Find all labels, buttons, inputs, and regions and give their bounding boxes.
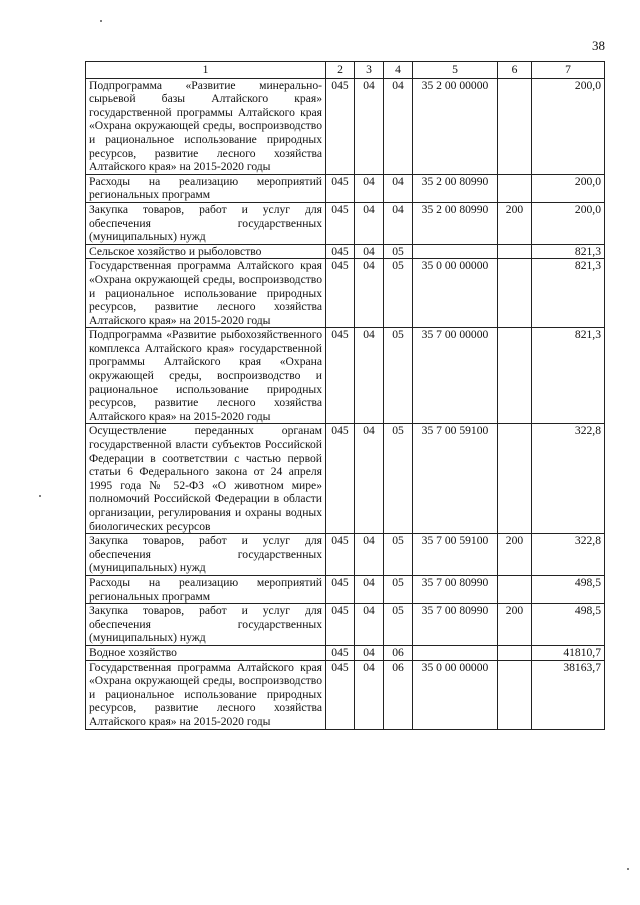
column-header: 4 <box>384 62 413 79</box>
column-header: 7 <box>532 62 605 79</box>
scan-speck <box>627 868 629 870</box>
amount: 322,8 <box>532 424 605 534</box>
table-row <box>86 660 605 729</box>
ministry-code: 045 <box>326 575 355 603</box>
ministry-code: 045 <box>326 660 355 729</box>
ministry-code: 045 <box>326 244 355 259</box>
column-header: 3 <box>355 62 384 79</box>
subsection-code: 05 <box>384 604 413 646</box>
item-name: Закупка товаров, работ и услуг для обеспечения государственных (муниципальных) нужд <box>86 202 326 244</box>
table-row <box>86 424 605 534</box>
expense-type-code: 200 <box>498 202 532 244</box>
expense-type-code <box>498 174 532 202</box>
expense-type-code <box>498 328 532 424</box>
expense-type-code <box>498 424 532 534</box>
subsection-code: 06 <box>384 660 413 729</box>
ministry-code: 045 <box>326 604 355 646</box>
ministry-code: 045 <box>326 202 355 244</box>
target-code: 35 7 00 80990 <box>413 604 498 646</box>
item-name: Расходы на реализацию мероприятий региональных программ <box>86 575 326 603</box>
amount: 200,0 <box>532 202 605 244</box>
subsection-code: 05 <box>384 424 413 534</box>
expense-type-code <box>498 78 532 174</box>
expense-type-code: 200 <box>498 604 532 646</box>
scan-speck <box>100 20 102 22</box>
table-row <box>86 259 605 328</box>
table-row <box>86 202 605 244</box>
amount: 322,8 <box>532 534 605 576</box>
section-code: 04 <box>355 534 384 576</box>
expense-type-code <box>498 259 532 328</box>
table-row <box>86 174 605 202</box>
ministry-code: 045 <box>326 328 355 424</box>
ministry-code: 045 <box>326 78 355 174</box>
target-code: 35 0 00 00000 <box>413 259 498 328</box>
subsection-code: 05 <box>384 244 413 259</box>
section-code: 04 <box>355 78 384 174</box>
subsection-code: 04 <box>384 174 413 202</box>
item-name: Сельское хозяйство и рыболовство <box>86 244 326 259</box>
item-name: Расходы на реализацию мероприятий региональных программ <box>86 174 326 202</box>
section-code: 04 <box>355 328 384 424</box>
column-header: 5 <box>413 62 498 79</box>
target-code: 35 2 00 80990 <box>413 202 498 244</box>
table-row <box>86 604 605 646</box>
table-row <box>86 244 605 259</box>
column-header: 1 <box>86 62 326 79</box>
target-code: 35 7 00 80990 <box>413 575 498 603</box>
subsection-code: 06 <box>384 645 413 660</box>
target-code: 35 2 00 00000 <box>413 78 498 174</box>
expense-type-code <box>498 660 532 729</box>
item-name: Закупка товаров, работ и услуг для обеспечения государственных (муниципальных) нужд <box>86 604 326 646</box>
page-number: 38 <box>592 38 605 53</box>
amount: 821,3 <box>532 259 605 328</box>
item-name: Государственная программа Алтайского края «Охрана окружающей среды, воспроизводство и рациональное использование природных ресурсов, развитие лесного хозяйства Алтайского края» на 2015-2020 годы <box>86 660 326 729</box>
target-code: 35 7 00 59100 <box>413 424 498 534</box>
amount: 821,3 <box>532 244 605 259</box>
item-name: Осуществление переданных органам государственной власти субъектов Российской Федерации в соответствии с частью первой статьи 6 Федерального закона от 24 апреля 1995 года № 52-ФЗ «О животном мире» полномочий Российской Федерации в области организации, регулирования и охраны водных биологических ресурсов <box>86 424 326 534</box>
item-name: Подпрограмма «Развитие рыбохозяйственного комплекса Алтайского края» государственной программы Алтайского края «Охрана окружающей среды, воспроизводство и рациональное использование природных ресурсов, развитие лесного хозяйства Алтайского края» на 2015-2020 годы <box>86 328 326 424</box>
subsection-code: 05 <box>384 534 413 576</box>
table-row <box>86 534 605 576</box>
section-code: 04 <box>355 645 384 660</box>
amount: 200,0 <box>532 174 605 202</box>
item-name: Закупка товаров, работ и услуг для обеспечения государственных (муниципальных) нужд <box>86 534 326 576</box>
target-code: 35 2 00 80990 <box>413 174 498 202</box>
ministry-code: 045 <box>326 259 355 328</box>
amount: 38163,7 <box>532 660 605 729</box>
ministry-code: 045 <box>326 424 355 534</box>
column-header: 2 <box>326 62 355 79</box>
section-code: 04 <box>355 244 384 259</box>
ministry-code: 045 <box>326 174 355 202</box>
subsection-code: 04 <box>384 78 413 174</box>
target-code <box>413 244 498 259</box>
subsection-code: 05 <box>384 259 413 328</box>
table-row <box>86 78 605 174</box>
target-code: 35 0 00 00000 <box>413 660 498 729</box>
column-header: 6 <box>498 62 532 79</box>
table-row <box>86 575 605 603</box>
section-code: 04 <box>355 660 384 729</box>
ministry-code: 045 <box>326 645 355 660</box>
table-row <box>86 645 605 660</box>
target-code: 35 7 00 59100 <box>413 534 498 576</box>
item-name: Водное хозяйство <box>86 645 326 660</box>
section-code: 04 <box>355 174 384 202</box>
expense-type-code: 200 <box>498 534 532 576</box>
scan-speck <box>39 495 41 497</box>
subsection-code: 04 <box>384 202 413 244</box>
section-code: 04 <box>355 575 384 603</box>
item-name: Государственная программа Алтайского края «Охрана окружающей среды, воспроизводство и рациональное использование природных ресурсов, развитие лесного хозяйства Алтайского края» на 2015-2020 годы <box>86 259 326 328</box>
target-code <box>413 645 498 660</box>
amount: 498,5 <box>532 604 605 646</box>
header-row <box>86 62 605 79</box>
expense-type-code <box>498 645 532 660</box>
amount: 41810,7 <box>532 645 605 660</box>
target-code: 35 7 00 00000 <box>413 328 498 424</box>
expense-type-code <box>498 244 532 259</box>
section-code: 04 <box>355 424 384 534</box>
subsection-code: 05 <box>384 575 413 603</box>
budget-table <box>85 61 605 730</box>
item-name: Подпрограмма «Развитие минерально-сырьевой базы Алтайского края» государственной программы Алтайского края «Охрана окружающей среды, воспроизводство и рациональное использование природных ресурсов, развитие лесного хозяйства Алтайского края» на 2015-2020 годы <box>86 78 326 174</box>
amount: 200,0 <box>532 78 605 174</box>
expense-type-code <box>498 575 532 603</box>
section-code: 04 <box>355 259 384 328</box>
table-row <box>86 328 605 424</box>
ministry-code: 045 <box>326 534 355 576</box>
amount: 498,5 <box>532 575 605 603</box>
amount: 821,3 <box>532 328 605 424</box>
subsection-code: 05 <box>384 328 413 424</box>
section-code: 04 <box>355 202 384 244</box>
section-code: 04 <box>355 604 384 646</box>
